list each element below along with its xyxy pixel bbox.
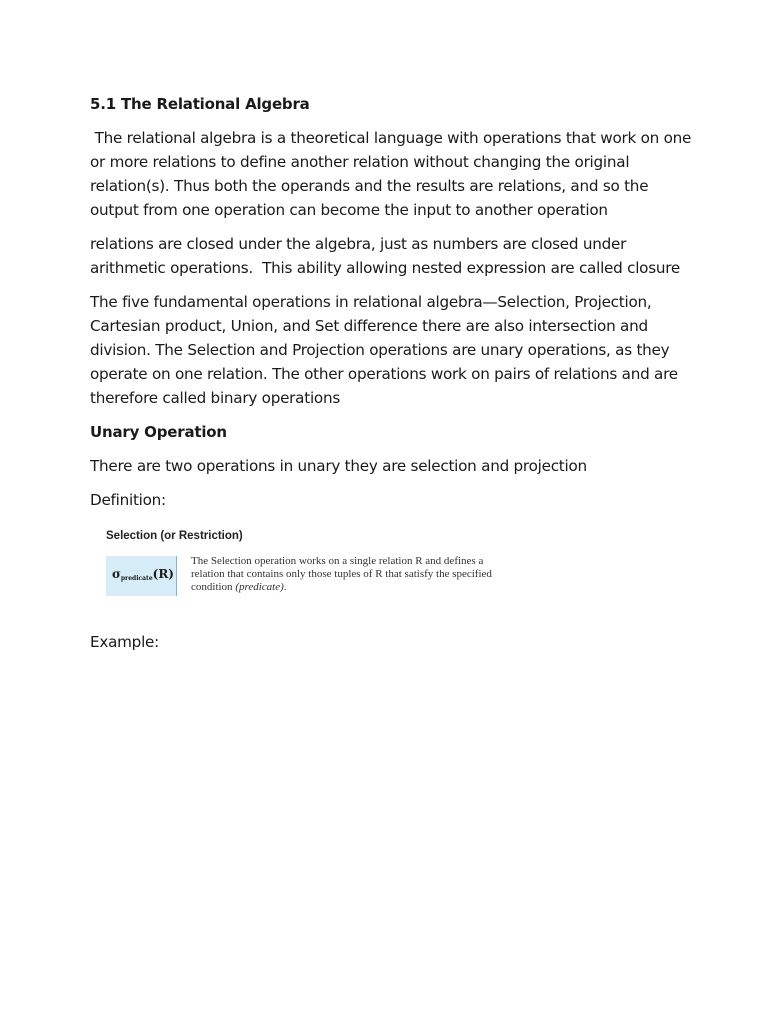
- figure-line-prefix: condition: [191, 581, 236, 593]
- predicate-subscript: predicate: [120, 575, 153, 582]
- paragraph-line: There are two operations in unary they are selection and projection: [90, 457, 587, 475]
- figure-symbol-box: [106, 556, 177, 596]
- figure-line: [191, 581, 521, 594]
- section-heading: 5.1 The Relational Algebra: [90, 95, 310, 113]
- paragraph-line: relations are closed under the algebra, just as numbers are closed under: [90, 235, 627, 253]
- selection-definition-figure: [106, 527, 526, 599]
- sigma-symbol: σ: [112, 567, 121, 581]
- unary-operation-heading: Unary Operation: [90, 423, 227, 441]
- paragraph-line: division. The Selection and Projection operations are unary operations, as they: [90, 341, 670, 359]
- paragraph-operations: [90, 290, 690, 410]
- paragraph-line: arithmetic operations. This ability allowing nested expression are called closure: [90, 259, 681, 277]
- paragraph-closure: [90, 232, 690, 280]
- document-body: [90, 92, 690, 512]
- paragraph-unary: [90, 454, 690, 478]
- paragraph-line: The five fundamental operations in relational algebra—Selection, Projection,: [90, 293, 652, 311]
- definition-label: Definition:: [90, 491, 166, 509]
- figure-line-suffix: .: [283, 581, 287, 593]
- figure-description: [191, 555, 521, 594]
- predicate-term: (predicate): [235, 581, 284, 593]
- relation-argument: (R): [152, 567, 174, 581]
- paragraph-line: The relational algebra is a theoretical language with operations that work on one: [94, 129, 692, 147]
- figure-title: Selection (or Restriction): [106, 530, 243, 542]
- figure-line: The Selection operation works on a single relation R and defines a: [191, 555, 484, 567]
- paragraph-line: operate on one relation. The other operations work on pairs of relations and are: [90, 365, 678, 383]
- paragraph-line: or more relations to define another relation without changing the original: [90, 153, 630, 171]
- figure-line: relation that contains only those tuples of R that satisfy the specified: [191, 568, 492, 580]
- paragraph-line: therefore called binary operations: [90, 389, 340, 407]
- paragraph-line: output from one operation can become the input to another operation: [90, 201, 608, 219]
- selection-symbol: [112, 567, 174, 582]
- paragraph-line: relation(s). Thus both the operands and the results are relations, and so the: [90, 177, 649, 195]
- paragraph-intro: [90, 126, 690, 222]
- example-label: Example:: [90, 633, 160, 651]
- paragraph-line: Cartesian product, Union, and Set difference there are also intersection and: [90, 317, 648, 335]
